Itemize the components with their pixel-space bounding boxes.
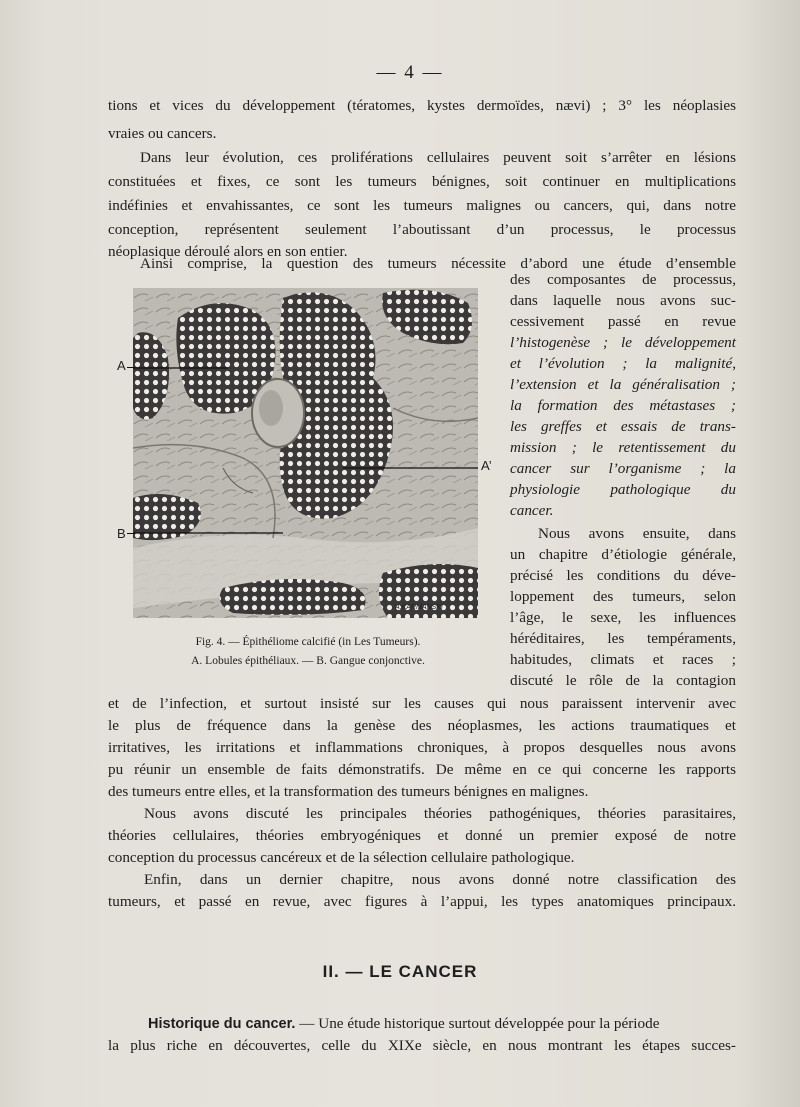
lobule bbox=[220, 579, 366, 615]
text-line: tions et vices du développement (tératomes, kystes dermoïdes, nævi) ; 3° les néoplasies bbox=[108, 97, 736, 114]
right-column-line: dans laquelle nous avons suc- bbox=[510, 292, 736, 309]
text-line: le plus de fréquence dans la genèse des néoplasmes, les actions traumatiques et bbox=[108, 717, 736, 734]
right-column-line: l’extension et la généralisation ; bbox=[510, 376, 736, 393]
text-line: néoplasique déroulé alors en son entier. bbox=[108, 243, 348, 260]
text-line: théories cellulaires, théories embryogéniques et donné un premier exposé de notre bbox=[108, 827, 736, 844]
right-column-line: un chapitre d’étiologie générale, bbox=[510, 546, 736, 563]
text-line: indéfinies et envahissantes, ce sont les tumeurs malignes ou cancers, qui, dans notre bbox=[108, 197, 736, 214]
text-line: conception, représentent seulement l’aboutissant d’un processus, le processus bbox=[108, 221, 736, 238]
right-column-line: la formation des métastases ; bbox=[510, 397, 736, 414]
text-line: des tumeurs entre elles, et la transformation des tumeurs bénignes en malignes. bbox=[108, 783, 589, 800]
right-column-line: et l’évolution ; la malignité, bbox=[510, 355, 736, 372]
right-column-line: loppement des tumeurs, selon bbox=[510, 588, 736, 605]
text-line: pu réunir un ensemble de faits démonstratifs. De même en ce qui concerne les rapports bbox=[108, 761, 736, 778]
text-line: tumeurs, et passé en revue, avec figures à l’appui, les types anatomiques principaux. bbox=[108, 893, 736, 910]
right-column-line: des composantes de processus, bbox=[510, 271, 736, 288]
text-line: Enfin, dans un dernier chapitre, nous avons donné notre classification des bbox=[144, 871, 736, 888]
right-column-line: cessivement passé en revue bbox=[510, 313, 736, 330]
right-column-line: habitudes, climats et races ; bbox=[510, 651, 736, 668]
text-line: constituées et fixes, ce sont les tumeurs bénignes, soit continuer en multiplications bbox=[108, 173, 736, 190]
pointer-line bbox=[127, 367, 135, 368]
pointer-line bbox=[127, 533, 135, 534]
figure-label-b: B bbox=[117, 526, 126, 541]
text-line: Ainsi comprise, la question des tumeurs nécessite d’abord une étude d’ensemble bbox=[140, 255, 736, 272]
section-heading: II. — LE CANCER bbox=[322, 962, 478, 981]
figure-caption: Fig. 4. — Épithéliome calcifié (in Les Tumeurs). bbox=[195, 636, 421, 648]
right-column-line: héréditaires, les tempéraments, bbox=[510, 630, 736, 647]
text-line: Dans leur évolution, ces proliférations cellulaires peuvent soit s’arrêter en lésions bbox=[140, 149, 736, 166]
text-line: et de l’infection, et surtout insisté sur les causes qui nous paraissent intervenir avec bbox=[108, 695, 736, 712]
figure-signature: A.KARMANSKI bbox=[395, 604, 443, 611]
historique-text: — Une étude historique surtout développée pour la période bbox=[295, 1015, 660, 1032]
right-column-line: précisé les conditions du déve- bbox=[510, 567, 736, 584]
right-column-line: cancer. bbox=[510, 502, 554, 519]
right-column-line: Nous avons ensuite, dans bbox=[538, 525, 736, 542]
page-number: — 4 — bbox=[376, 62, 444, 83]
right-column-line: mission ; le retentissement du bbox=[510, 439, 736, 456]
text-line: conception du processus cancéreux et de la sélection cellulaire pathologique. bbox=[108, 849, 575, 866]
historique-line-2: la plus riche en découvertes, celle du XIXe siècle, en nous montrant les étapes succes- bbox=[108, 1037, 736, 1054]
right-column-line: discuté le rôle de la contagion bbox=[510, 672, 736, 689]
right-column-line: l’âge, le sexe, les influences bbox=[510, 609, 736, 626]
histology-figure bbox=[133, 288, 478, 618]
text-line: Nous avons discuté les principales théories pathogéniques, théories parasitaires, bbox=[144, 805, 736, 822]
figure-label-a: A bbox=[117, 358, 126, 373]
right-column-line: cancer sur l’organisme ; la bbox=[510, 460, 736, 477]
right-column-line: les greffes et essais de trans- bbox=[510, 418, 736, 435]
text-line: irritatives, les irritations et inflammations chroniques, à propos desquelles nous avons bbox=[108, 739, 736, 756]
right-column-line: physiologie pathologique du bbox=[510, 481, 736, 498]
text-line: vraies ou cancers. bbox=[108, 125, 217, 142]
figure-label-a-prime: A’ bbox=[481, 458, 492, 473]
epithelioma-illustration bbox=[133, 288, 478, 618]
historique-line bbox=[148, 1014, 736, 1034]
right-column-line: l’histogenèse ; le développement bbox=[510, 334, 736, 351]
historique-title: Historique du cancer. bbox=[148, 1016, 296, 1032]
figure-legend: A. Lobules épithéliaux. — B. Gangue conjonctive. bbox=[191, 655, 425, 667]
